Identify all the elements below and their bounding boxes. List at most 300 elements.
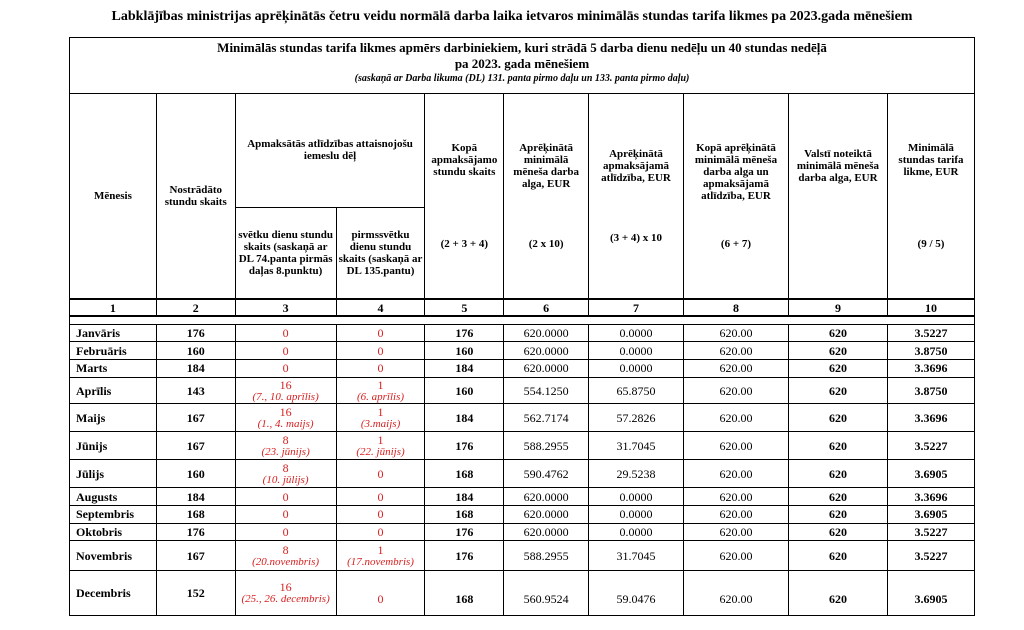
holiday-hours-value: 16 xyxy=(279,580,292,595)
state-wage-cell xyxy=(788,506,887,524)
worked-hours-value: 184 xyxy=(186,489,205,504)
holiday-hours-cell xyxy=(235,506,336,524)
preholiday-hours-value: 1 xyxy=(377,432,384,447)
calc-salary-value: 588.2955 xyxy=(523,548,569,563)
preholiday-hours-value: 0 xyxy=(377,466,384,481)
preholiday-hours-cell xyxy=(336,324,425,342)
sum-cell xyxy=(683,359,788,377)
header-total-formula: (2 + 3 + 4) xyxy=(440,237,489,250)
state-wage-value: 620 xyxy=(828,343,847,358)
holiday-hours-cell xyxy=(235,432,336,460)
sum-value: 620.00 xyxy=(719,438,753,453)
header-rate xyxy=(887,93,974,298)
rate-value: 3.8750 xyxy=(914,343,948,358)
rate-cell xyxy=(887,523,974,541)
calc-payment-value: 0.0000 xyxy=(619,343,653,358)
worked-hours-cell xyxy=(156,460,235,488)
calc-payment-cell xyxy=(589,432,684,460)
rate-cell xyxy=(887,404,974,432)
calc-payment-cell xyxy=(589,541,684,571)
calc-salary-cell xyxy=(504,460,589,488)
col-number: 2 xyxy=(156,299,235,317)
sum-cell xyxy=(683,432,788,460)
table-row xyxy=(70,342,975,360)
month-cell xyxy=(70,342,157,360)
calc-salary-value: 590.4762 xyxy=(523,466,569,481)
col-number: 1 xyxy=(70,299,157,317)
total-hours-cell xyxy=(425,506,504,524)
preholiday-hours-note: (22. jūnijs) xyxy=(356,445,405,458)
preholiday-hours-value: 0 xyxy=(377,592,384,606)
holiday-hours-cell xyxy=(235,342,336,360)
month-value: Novembris xyxy=(76,548,132,563)
worked-hours-cell xyxy=(156,404,235,432)
total-hours-value: 168 xyxy=(455,466,474,481)
month-cell xyxy=(70,506,157,524)
sum-cell xyxy=(683,460,788,488)
worked-hours-cell xyxy=(156,377,235,404)
preholiday-hours-note: (17.novembris) xyxy=(347,555,414,568)
month-cell xyxy=(70,460,157,488)
total-hours-value: 160 xyxy=(455,343,474,358)
table-row xyxy=(70,506,975,524)
table-banner xyxy=(70,38,975,94)
calc-payment-cell xyxy=(589,377,684,404)
month-value: Decembris xyxy=(76,586,131,601)
col-number: 3 xyxy=(235,299,336,317)
rate-cell xyxy=(887,506,974,524)
worked-hours-value: 160 xyxy=(186,343,205,358)
holiday-hours-cell xyxy=(235,359,336,377)
state-wage-value: 620 xyxy=(828,361,847,376)
table-row xyxy=(70,541,975,571)
header-worked-hours xyxy=(156,93,235,298)
total-hours-value: 168 xyxy=(455,507,474,522)
state-wage-value: 620 xyxy=(828,548,847,563)
calc-salary-cell xyxy=(504,488,589,506)
total-hours-cell xyxy=(425,432,504,460)
preholiday-hours-note: (6. aprīlis) xyxy=(356,390,405,403)
calc-salary-cell xyxy=(504,359,589,377)
rate-value: 3.5227 xyxy=(914,438,948,453)
header-row-1 xyxy=(70,93,975,207)
calc-payment-value: 31.7045 xyxy=(616,438,656,453)
month-value: Marts xyxy=(76,361,108,376)
total-hours-cell xyxy=(425,377,504,404)
preholiday-hours-cell xyxy=(336,523,425,541)
header-calc-payment xyxy=(589,93,684,298)
header-calc-payment-label: Aprēķinātā apmaksājamā atlīdzība, EUR xyxy=(601,147,671,184)
state-wage-value: 620 xyxy=(828,507,847,522)
header-preholiday-hours: pirmssvētku dienu stundu skaits (saskaņā ar DL 135.pantu) xyxy=(336,208,425,299)
preholiday-hours-cell xyxy=(336,404,425,432)
month-value: Maijs xyxy=(76,410,106,425)
total-hours-cell xyxy=(425,460,504,488)
total-hours-cell xyxy=(425,523,504,541)
sum-cell xyxy=(683,488,788,506)
total-hours-cell xyxy=(425,359,504,377)
state-wage-value: 620 xyxy=(828,592,847,606)
calc-salary-value: 554.1250 xyxy=(523,383,569,398)
worked-hours-cell xyxy=(156,324,235,342)
month-cell xyxy=(70,377,157,404)
preholiday-hours-value: 0 xyxy=(377,343,384,358)
state-wage-cell xyxy=(788,359,887,377)
month-cell xyxy=(70,523,157,541)
holiday-hours-value: 8 xyxy=(282,542,289,557)
rate-value: 3.6905 xyxy=(914,507,948,522)
holiday-hours-value: 16 xyxy=(279,377,292,392)
preholiday-hours-cell xyxy=(336,432,425,460)
preholiday-hours-value: 0 xyxy=(377,325,384,340)
calc-payment-value: 65.8750 xyxy=(616,383,656,398)
month-cell xyxy=(70,404,157,432)
document-title: Labklājības ministrijas aprēķinātās četru veidu normālā darba laika ietvaros minimālās stundas tarifa likmes pa 2023.gada mēnešiem xyxy=(111,9,913,24)
calc-salary-cell xyxy=(504,404,589,432)
sum-cell xyxy=(683,377,788,404)
preholiday-hours-cell xyxy=(336,359,425,377)
total-hours-value: 160 xyxy=(455,383,474,398)
holiday-hours-note: (23. jūnijs) xyxy=(261,445,310,458)
state-wage-cell xyxy=(788,541,887,571)
rate-value: 3.3696 xyxy=(914,489,948,504)
month-value: Februāris xyxy=(76,343,127,358)
state-wage-value: 620 xyxy=(828,466,847,481)
holiday-hours-cell xyxy=(235,571,336,616)
sum-value: 620.00 xyxy=(719,410,753,425)
calc-salary-cell xyxy=(504,324,589,342)
calc-payment-cell xyxy=(589,404,684,432)
calc-payment-cell xyxy=(589,324,684,342)
holiday-hours-note: (1., 4. maijs) xyxy=(257,417,314,430)
calc-salary-value: 560.9524 xyxy=(523,592,569,606)
worked-hours-value: 168 xyxy=(186,507,205,522)
holiday-hours-cell xyxy=(235,541,336,571)
preholiday-hours-note: (3.maijs) xyxy=(360,417,401,430)
rate-value: 3.6905 xyxy=(914,466,948,481)
sum-cell xyxy=(683,324,788,342)
rate-value: 3.3696 xyxy=(914,410,948,425)
holiday-hours-value: 0 xyxy=(282,525,289,539)
preholiday-hours-value: 1 xyxy=(377,542,384,557)
sum-cell xyxy=(683,523,788,541)
header-calc-salary-formula: (2 x 10) xyxy=(528,237,564,250)
table-row xyxy=(70,359,975,377)
col-number: 7 xyxy=(589,299,684,317)
state-wage-cell xyxy=(788,432,887,460)
preholiday-hours-value: 0 xyxy=(377,361,384,376)
total-hours-value: 184 xyxy=(455,489,474,504)
banner-note: (saskaņā ar Darba likuma (DL) 131. panta pirmo daļu un 133. panta pirmo daļu) xyxy=(354,73,690,84)
state-wage-value: 620 xyxy=(828,325,847,340)
rate-value: 3.3696 xyxy=(914,361,948,376)
total-hours-cell xyxy=(425,541,504,571)
sum-value: 620.00 xyxy=(719,548,753,563)
worked-hours-value: 176 xyxy=(186,325,205,340)
total-hours-value: 176 xyxy=(455,548,474,563)
preholiday-hours-cell xyxy=(336,488,425,506)
holiday-hours-value: 0 xyxy=(282,325,289,340)
month-value: Septembris xyxy=(76,507,134,522)
table-row xyxy=(70,488,975,506)
total-hours-value: 176 xyxy=(455,438,474,453)
sum-value: 620.00 xyxy=(719,325,753,340)
holiday-hours-note: (20.novembris) xyxy=(252,555,320,568)
month-value: Oktobris xyxy=(76,525,123,539)
rate-cell xyxy=(887,488,974,506)
calc-payment-value: 0.0000 xyxy=(619,507,653,522)
state-wage-cell xyxy=(788,324,887,342)
calc-payment-cell xyxy=(589,571,684,616)
header-state-wage-label: Valstī noteiktā minimālā mēneša darba alga, EUR xyxy=(796,147,880,184)
rate-cell xyxy=(887,571,974,616)
worked-hours-cell xyxy=(156,488,235,506)
preholiday-hours-value: 0 xyxy=(377,525,384,539)
worked-hours-cell xyxy=(156,359,235,377)
calc-payment-cell xyxy=(589,488,684,506)
header-state-wage xyxy=(788,93,887,298)
table-row xyxy=(70,324,975,342)
table-body xyxy=(70,324,975,615)
col-number: 6 xyxy=(504,299,589,317)
calc-payment-cell xyxy=(589,523,684,541)
calc-salary-cell xyxy=(504,541,589,571)
worked-hours-value: 160 xyxy=(186,466,205,481)
calc-salary-value: 620.0000 xyxy=(523,489,569,504)
total-hours-value: 176 xyxy=(455,325,474,340)
preholiday-hours-cell xyxy=(336,377,425,404)
month-value: Aprīlis xyxy=(76,383,112,398)
table-row xyxy=(70,432,975,460)
holiday-hours-value: 0 xyxy=(282,507,289,522)
state-wage-cell xyxy=(788,571,887,616)
worked-hours-value: 167 xyxy=(186,438,205,453)
calc-payment-value: 29.5238 xyxy=(616,466,656,481)
holiday-hours-cell xyxy=(235,523,336,541)
state-wage-cell xyxy=(788,404,887,432)
state-wage-cell xyxy=(788,488,887,506)
calc-payment-value: 31.7045 xyxy=(616,548,656,563)
rate-cell xyxy=(887,359,974,377)
banner-line-1: Minimālās stundas tarifa likmes apmērs darbiniekiem, kuri strādā 5 darba dienu nedēļu un 40 stundas nedēļā xyxy=(217,40,827,55)
banner-line-2: pa 2023. gada mēnešiem xyxy=(454,56,590,71)
worked-hours-value: 167 xyxy=(186,410,205,425)
holiday-hours-note: (7., 10. aprīlis) xyxy=(252,390,319,403)
total-hours-value: 168 xyxy=(455,592,474,606)
sum-cell xyxy=(683,541,788,571)
sum-value: 620.00 xyxy=(719,592,753,606)
calc-salary-cell xyxy=(504,377,589,404)
header-rate-label: Minimālā stundas tarifa likme, EUR xyxy=(898,141,964,178)
preholiday-hours-cell xyxy=(336,541,425,571)
sum-value: 620.00 xyxy=(719,507,753,522)
state-wage-value: 620 xyxy=(828,489,847,504)
table-row xyxy=(70,404,975,432)
sum-cell xyxy=(683,342,788,360)
month-cell xyxy=(70,488,157,506)
sum-value: 620.00 xyxy=(719,489,753,504)
state-wage-value: 620 xyxy=(828,383,847,398)
holiday-hours-value: 16 xyxy=(279,404,292,419)
state-wage-cell xyxy=(788,377,887,404)
sum-value: 620.00 xyxy=(719,383,753,398)
calc-salary-cell xyxy=(504,571,589,616)
preholiday-hours-value: 0 xyxy=(377,489,384,504)
table-row xyxy=(70,377,975,404)
state-wage-cell xyxy=(788,523,887,541)
holiday-hours-value: 0 xyxy=(282,489,289,504)
worked-hours-cell xyxy=(156,571,235,616)
preholiday-hours-cell xyxy=(336,460,425,488)
calc-salary-cell xyxy=(504,342,589,360)
table-row xyxy=(70,460,975,488)
header-month: Mēnesis xyxy=(70,93,157,298)
worked-hours-cell xyxy=(156,342,235,360)
header-calc-salary-label: Aprēķinātā minimālā mēneša darba alga, EUR xyxy=(513,141,579,190)
sum-cell xyxy=(683,506,788,524)
calc-payment-value: 57.2826 xyxy=(616,410,656,425)
header-calc-salary xyxy=(504,93,589,298)
worked-hours-value: 176 xyxy=(186,525,205,539)
rate-value: 3.5227 xyxy=(914,325,948,340)
col-number: 5 xyxy=(425,299,504,317)
column-number-row xyxy=(70,299,975,317)
spacer-row xyxy=(70,316,975,324)
table-row xyxy=(70,571,975,616)
worked-hours-cell xyxy=(156,523,235,541)
total-hours-cell xyxy=(425,404,504,432)
col-number: 4 xyxy=(336,299,425,317)
calc-payment-cell xyxy=(589,342,684,360)
month-cell xyxy=(70,359,157,377)
calc-payment-cell xyxy=(589,506,684,524)
month-value: Janvāris xyxy=(76,325,121,340)
sum-cell xyxy=(683,571,788,616)
header-worked-label: Nostrādāto stundu skaits xyxy=(164,183,227,208)
state-wage-value: 620 xyxy=(828,525,847,539)
col-number: 8 xyxy=(683,299,788,317)
header-calc-payment-formula: (3 + 4) x 10 xyxy=(609,231,663,244)
preholiday-hours-value: 1 xyxy=(377,377,384,392)
calc-salary-value: 562.7174 xyxy=(523,410,569,425)
header-holiday-hours: svētku dienu stundu skaits (saskaņā ar DL 74.panta pirmās daļas 8.punktu) xyxy=(235,208,336,299)
total-hours-cell xyxy=(425,324,504,342)
calc-payment-cell xyxy=(589,359,684,377)
total-hours-cell xyxy=(425,571,504,616)
tariff-table xyxy=(69,37,975,616)
total-hours-cell xyxy=(425,488,504,506)
header-rate-formula: (9 / 5) xyxy=(917,237,945,250)
sum-cell xyxy=(683,404,788,432)
header-sum-label: Kopā aprēķinātā minimālā mēneša darba alga un apmaksājamā atlīdzība, EUR xyxy=(694,141,778,202)
calc-salary-value: 620.0000 xyxy=(523,361,569,376)
calc-salary-cell xyxy=(504,432,589,460)
state-wage-value: 620 xyxy=(828,438,847,453)
calc-payment-cell xyxy=(589,460,684,488)
preholiday-hours-cell xyxy=(336,342,425,360)
calc-salary-cell xyxy=(504,506,589,524)
rate-cell xyxy=(887,460,974,488)
preholiday-hours-value: 0 xyxy=(377,507,384,522)
holiday-hours-cell xyxy=(235,377,336,404)
worked-hours-cell xyxy=(156,506,235,524)
header-total-label: Kopā apmaksājamo stundu skaits xyxy=(431,141,498,178)
preholiday-hours-cell xyxy=(336,506,425,524)
header-paid-group: Apmaksātās atlīdzības attaisnojošu iemeslu dēļ xyxy=(235,93,425,207)
month-cell xyxy=(70,571,157,616)
calc-salary-value: 588.2955 xyxy=(523,438,569,453)
month-cell xyxy=(70,432,157,460)
rate-value: 3.8750 xyxy=(914,383,948,398)
state-wage-cell xyxy=(788,460,887,488)
holiday-hours-value: 0 xyxy=(282,361,289,376)
calc-payment-value: 0.0000 xyxy=(619,325,653,340)
rate-value: 3.6905 xyxy=(914,592,948,606)
table-row xyxy=(70,523,975,541)
holiday-hours-cell xyxy=(235,460,336,488)
holiday-hours-cell xyxy=(235,404,336,432)
rate-cell xyxy=(887,432,974,460)
rate-cell xyxy=(887,342,974,360)
state-wage-value: 620 xyxy=(828,410,847,425)
sum-value: 620.00 xyxy=(719,343,753,358)
state-wage-cell xyxy=(788,342,887,360)
month-value: Augusts xyxy=(76,489,118,504)
calc-payment-value: 59.0476 xyxy=(616,592,656,606)
total-hours-value: 184 xyxy=(455,410,474,425)
col-number: 10 xyxy=(887,299,974,317)
preholiday-hours-value: 1 xyxy=(377,404,384,419)
total-hours-value: 184 xyxy=(455,361,474,376)
total-hours-value: 176 xyxy=(455,525,474,539)
rate-cell xyxy=(887,324,974,342)
month-value: Jūlijs xyxy=(76,466,105,481)
holiday-hours-note: (25., 26. decembris) xyxy=(241,593,330,606)
header-sum-formula: (6 + 7) xyxy=(720,237,752,250)
worked-hours-value: 167 xyxy=(186,548,205,563)
preholiday-hours-cell xyxy=(336,571,425,616)
month-value: Jūnijs xyxy=(76,438,108,453)
sum-value: 620.00 xyxy=(719,466,753,481)
col-number: 9 xyxy=(788,299,887,317)
calc-payment-value: 0.0000 xyxy=(619,361,653,376)
calc-salary-value: 620.0000 xyxy=(523,507,569,522)
calc-payment-value: 0.0000 xyxy=(619,525,653,539)
calc-salary-value: 620.0000 xyxy=(523,525,569,539)
calc-payment-value: 0.0000 xyxy=(619,489,653,504)
calc-salary-value: 620.0000 xyxy=(523,343,569,358)
month-cell xyxy=(70,324,157,342)
worked-hours-value: 152 xyxy=(186,586,205,601)
holiday-hours-note: (10. jūlijs) xyxy=(262,473,309,486)
holiday-hours-value: 0 xyxy=(282,343,289,358)
worked-hours-cell xyxy=(156,432,235,460)
total-hours-cell xyxy=(425,342,504,360)
sum-value: 620.00 xyxy=(719,361,753,376)
header-sum xyxy=(683,93,788,298)
rate-cell xyxy=(887,541,974,571)
calc-salary-cell xyxy=(504,523,589,541)
holiday-hours-cell xyxy=(235,488,336,506)
holiday-hours-value: 8 xyxy=(282,432,289,447)
holiday-hours-value: 8 xyxy=(282,460,289,475)
sum-value: 620.00 xyxy=(719,525,753,539)
month-cell xyxy=(70,541,157,571)
rate-value: 3.5227 xyxy=(914,525,948,539)
rate-value: 3.5227 xyxy=(914,548,948,563)
worked-hours-cell xyxy=(156,541,235,571)
worked-hours-value: 184 xyxy=(186,361,205,376)
